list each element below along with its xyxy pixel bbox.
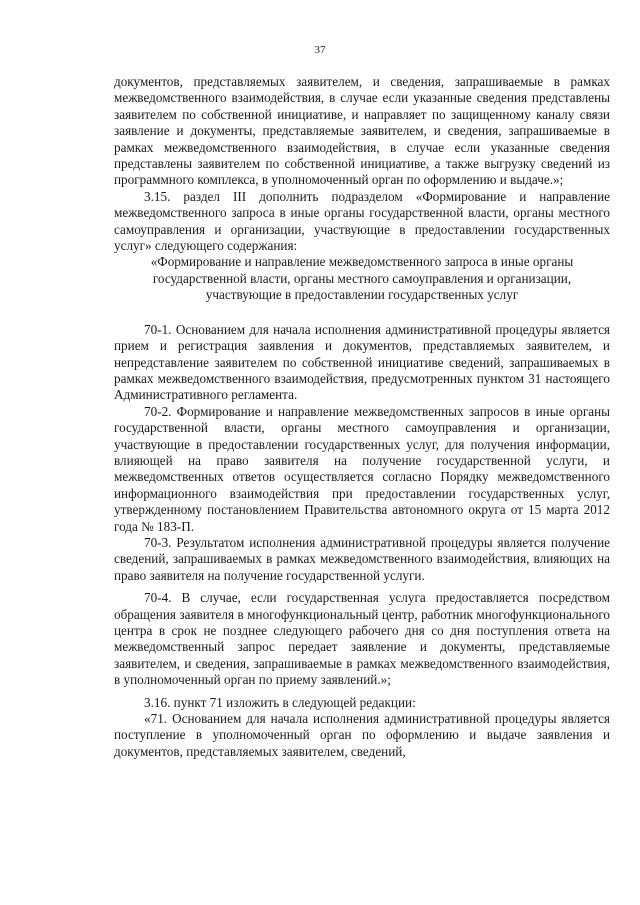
paragraph-70-1: 70-1. Основанием для начала исполнения административной процедуры является прием и регистрация заявления и документов, представляемых заявителем, и непредставление заявителем по собственной инициативе сведений, запрашиваемых в рамках межведомственного взаимодействия, предусмотренных пунктом 31 настоящего Административного регламента. bbox=[114, 321, 610, 403]
page-number: 37 bbox=[314, 44, 326, 56]
paragraph-70-3: 70-3. Результатом исполнения административной процедуры является получение сведений, запрашиваемых в рамках межведомственного взаимодействия, влияющих на право заявителя на получение государственной услуги. bbox=[114, 534, 610, 583]
paragraph-3-15: 3.15. раздел III дополнить подразделом «Формирование и направление межведомственного запроса в иные органы государственной власти, органы местного самоуправления и организации, участвующие в предоставлении государственных услуг» следующего содержания: bbox=[114, 188, 610, 254]
paragraph-3-16: 3.16. пункт 71 изложить в следующей редакции: bbox=[144, 694, 416, 710]
subsection-heading: «Формирование и направление межведомственного запроса в иные органы государственной власти, органы местного самоуправления и организации, участвующие в предоставлении государственных услуг bbox=[150, 254, 574, 303]
paragraph-70-4: 70-4. В случае, если государственная услуга предоставляется посредством обращения заявителя в многофункциональный центр, работник многофункционального центра в срок не позднее следующего рабочего дня со дня поступления ответа на межведомственный запрос передает заявление и документы, представляемые заявителем, и сведения, запрашиваемые в рамках межведомственного взаимодействия, в уполномоченный орган по приему заявлений.»; bbox=[114, 590, 610, 688]
paragraph-continuation: документов, представляемых заявителем, и сведения, запрашиваемые в рамках межведомственного взаимодействия, в случае если указанные сведения представлены заявителем по собственной инициативе, и направляет по защищенному каналу связи заявление и документы, представляемые заявителем, и сведения, запрашиваемые в рамках межведомственного взаимодействия, в случае если указанные сведения представлены заявителем по собственной инициативе, а также выгрузку сведений из программного комплекса, в уполномоченный орган по оформлению и выдаче.»; bbox=[114, 74, 610, 188]
paragraph-70-2: 70-2. Формирование и направление межведомственных запросов в иные органы государственной власти, органы местного самоуправления и организации, участвующие в предоставлении государственных услуг, для получения информации, влияющей на право заявителя на получение государственной услуги, и межведомственных ответов осуществляется согласно Порядку межведомственного информационного взаимодействия при предоставлении государственных услуг, утвержденному постановлением Правительства автономного округа от 15 марта 2012 года № 183-П. bbox=[114, 403, 610, 534]
paragraph-71: «71. Основанием для начала исполнения административной процедуры является поступление в уполномоченный орган по оформлению и выдаче заявления и документов, представляемых заявителем, сведений, bbox=[114, 711, 610, 759]
document-body bbox=[114, 74, 610, 760]
